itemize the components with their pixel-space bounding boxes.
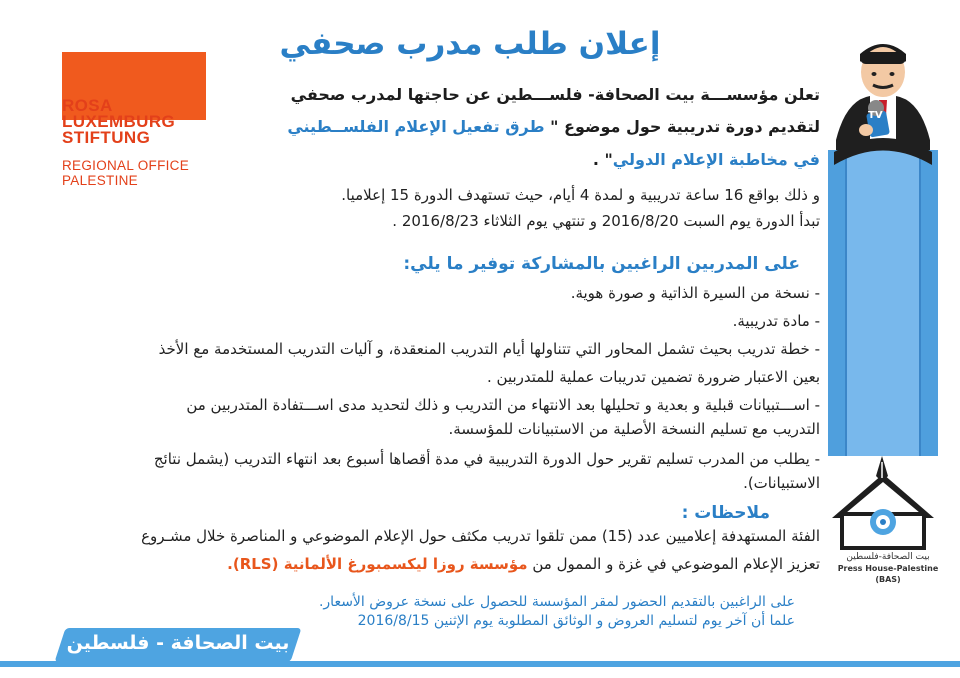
- rls-name-line-2: LUXEMBURG: [62, 112, 176, 131]
- tv-label: TV: [868, 110, 883, 121]
- requirements-heading: على المدربين الراغبين بالمشاركة توفير ما يلي:: [403, 254, 800, 274]
- press-house-logo: [822, 456, 944, 552]
- funder-name: مؤسسة روزا ليكسمبورغ الألمانية (RLS).: [227, 555, 528, 573]
- rls-office-line-2: PALESTINE: [62, 173, 138, 188]
- press-house-arabic: بيت الصحافة-فلسطين: [846, 552, 930, 562]
- intro-prefix: لتقديم دورة تدريبية حول موضوع ": [550, 117, 820, 136]
- rls-office-line-1: REGIONAL OFFICE: [62, 158, 190, 173]
- requirement-1: - نسخة من السيرة الذاتية و صورة هوية.: [570, 284, 820, 302]
- rls-logo-name: [62, 98, 262, 146]
- closing-line-1: على الراغبين بالتقديم الحضور لمقر المؤسسة للحصول على نسخة عروض الأسعار.: [318, 594, 795, 610]
- requirement-4-cont: التدريب مع تسليم النسخة الأصلية من الاستبيانات للمؤسسة.: [448, 420, 820, 438]
- closing-line-2: علما أن آخر يوم لتسليم العروض و الوثائق المطلوبة يوم الإثنين 2016/8/15: [357, 613, 795, 629]
- page-title: إعلان طلب مدرب صحفي: [279, 26, 661, 62]
- requirement-5: - يطلب من المدرب تسليم تقرير حول الدورة التدريبية في مدة أقصاها أسبوع بعد انتهاء التدريب (يشمل نتائج: [153, 450, 820, 468]
- topic-part-1: طرق تفعيل الإعلام الفلســطيني: [287, 117, 545, 136]
- requirement-2: - مادة تدريبية.: [732, 312, 820, 330]
- intro-line-2: [287, 117, 820, 136]
- footer-badge-text: بيت الصحافة - فلسطين: [66, 632, 290, 654]
- topic-part-2: في مخاطبة الإعلام الدولي: [612, 150, 820, 169]
- notes-line-1: الفئة المستهدفة إعلاميين عدد (15) ممن تلقوا تدريب مكثف حول الإعلام الموضوعي و المناصرة خلال مشـروع: [141, 527, 820, 545]
- requirement-4: - اســـتبيانات قبلية و بعدية و تحليلها بعد الانتهاء من التدريب و ذلك لتحديد مدى اســـتفادة المتدربين من: [186, 396, 820, 414]
- rls-logo-office: [62, 158, 189, 188]
- details-line-1: و ذلك بواقع 16 ساعة تدريبية و لمدة 4 أيام، حيث تستهدف الدورة 15 إعلاميا.: [341, 186, 820, 204]
- rls-name-line-1: ROSA: [62, 96, 113, 115]
- requirement-3: - خطة تدريب بحيث تشمل المحاور التي تتناولها أيام التدريب المنعقدة، و آليات التدريب المستخدمة مع الأخذ: [158, 340, 820, 358]
- notes-line-2: [227, 555, 820, 573]
- requirement-5-cont: الاستبيانات).: [743, 474, 820, 492]
- details-line-2: تبدأ الدورة يوم السبت 2016/8/20 و تنتهي يوم الثلاثاء 2016/8/23 .: [392, 212, 820, 230]
- intro-line-1: تعلن مؤسســـة بيت الصحافة- فلســـطين عن حاجتها لمدرب صحفي: [290, 85, 820, 104]
- press-house-abbr: (BAS): [875, 575, 901, 584]
- rls-name-line-3: STIFTUNG: [62, 128, 151, 147]
- press-house-english: Press House-Palestine: [837, 564, 939, 573]
- topic-close: " .: [592, 150, 613, 169]
- notes-prefix: تعزيز الإعلام الموضوعي في غزة و الممول من: [532, 555, 820, 573]
- requirement-3-cont: بعين الاعتبار ضرورة تضمين تدريبات عملية للمتدربين .: [486, 368, 820, 386]
- intro-line-3: [593, 150, 820, 169]
- notes-heading: ملاحظات :: [681, 503, 770, 523]
